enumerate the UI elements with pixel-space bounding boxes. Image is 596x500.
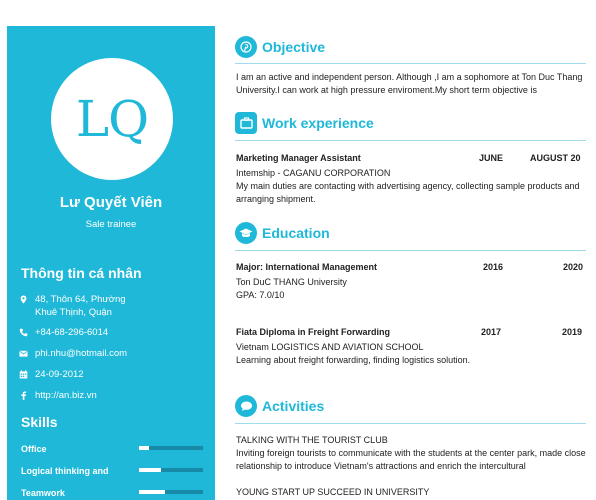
work-end-date: AUGUST 20 bbox=[530, 153, 581, 163]
objective-header bbox=[235, 36, 325, 58]
education-school: Ton DuC THANG University bbox=[236, 277, 347, 287]
phone-number: +84-68-296-6014 bbox=[35, 327, 109, 338]
work-title: Work experience bbox=[262, 115, 374, 131]
education-end-year: 2020 bbox=[563, 262, 584, 272]
personal-info-heading: Thông tin cá nhân bbox=[21, 265, 142, 281]
work-header bbox=[235, 112, 374, 134]
skill-bar-fill bbox=[139, 468, 161, 472]
education-end-year: 2019 bbox=[562, 327, 583, 337]
facebook-icon bbox=[19, 391, 28, 400]
email-address[interactable]: phi.nhu@hotmail.com bbox=[35, 348, 128, 359]
email-row bbox=[19, 347, 127, 360]
skills-heading: Skills bbox=[21, 414, 58, 430]
education-divider bbox=[235, 250, 586, 251]
skill-label-office: Office bbox=[21, 444, 47, 454]
phone-icon bbox=[19, 328, 28, 337]
objective-divider bbox=[235, 63, 586, 64]
objective-title: Objective bbox=[262, 39, 326, 55]
briefcase-icon bbox=[235, 112, 257, 134]
work-divider bbox=[235, 140, 586, 141]
chat-bubble-icon bbox=[235, 395, 257, 417]
activity-name: YOUNG START UP SUCCEED IN UNIVERSITY bbox=[236, 487, 430, 497]
skill-bar-fill bbox=[139, 446, 149, 450]
address-line-2: Khuê Thịnh, Quận bbox=[35, 307, 112, 318]
calendar-icon bbox=[19, 370, 28, 379]
education-degree: Major: International Management bbox=[236, 262, 378, 272]
address-row bbox=[19, 293, 126, 319]
work-company: Intemship - CAGANU CORPORATION bbox=[236, 168, 391, 178]
activity-description: Inviting foreign tourists to communicate with the students at the center park, made close relationship to introduce Vietnam's attractions and enrich the intercultural bbox=[236, 448, 586, 471]
objective-text: I am an active and independent person. Although ,I am a sophomore at Ton Duc Thang University.I can work at high pressure enviroment.My short term objective is bbox=[236, 72, 583, 95]
candidate-title: Sale trainee bbox=[85, 219, 137, 230]
education-detail: Learning about freight forwarding, finding logistics solution. bbox=[236, 355, 471, 365]
education-school: Vietnam LOGISTICS AND AVIATION SCHOOL bbox=[236, 342, 424, 352]
birthday-row bbox=[19, 368, 84, 381]
education-header bbox=[235, 222, 330, 244]
work-position: Marketing Manager Assistant bbox=[236, 153, 361, 163]
phone-row bbox=[19, 326, 108, 339]
education-detail: GPA: 7.0/10 bbox=[236, 290, 285, 300]
candidate-name: Lư Quyết Viên bbox=[59, 194, 163, 211]
pinterest-icon bbox=[235, 36, 257, 58]
activities-title: Activities bbox=[262, 398, 325, 414]
education-start-year: 2017 bbox=[481, 327, 502, 337]
avatar-initials: LQ bbox=[75, 90, 149, 148]
activities-divider bbox=[235, 423, 586, 424]
skill-bar-fill bbox=[139, 490, 165, 494]
skill-label-teamwork: Teamwork bbox=[21, 488, 65, 498]
graduation-cap-icon bbox=[235, 222, 257, 244]
location-pin-icon bbox=[19, 295, 28, 304]
activities-header bbox=[235, 395, 324, 417]
website-link[interactable]: http://an.biz.vn bbox=[35, 390, 97, 401]
skill-label-logical-thinking: Logical thinking and bbox=[21, 466, 109, 476]
envelope-icon bbox=[19, 349, 28, 358]
work-description: My main duties are contacting with advertising agency, collecting sample products and arranging shipment. bbox=[236, 181, 580, 204]
education-degree: Fiata Diploma in Freight Forwarding bbox=[236, 327, 391, 337]
education-start-year: 2016 bbox=[483, 262, 504, 272]
address-line-1: 48, Thôn 64, Phường bbox=[35, 294, 126, 305]
website-row bbox=[19, 389, 97, 402]
education-title: Education bbox=[262, 225, 330, 241]
work-start-date: JUNE bbox=[479, 153, 504, 163]
skill-bar-office bbox=[139, 446, 203, 450]
skill-bar-logical-thinking bbox=[139, 468, 203, 472]
activity-name: TALKING WITH THE TOURIST CLUB bbox=[236, 435, 388, 445]
sidebar bbox=[7, 26, 215, 500]
skill-bar-teamwork bbox=[139, 490, 203, 494]
birthday-date: 24-09-2012 bbox=[35, 369, 84, 380]
avatar bbox=[51, 58, 173, 180]
